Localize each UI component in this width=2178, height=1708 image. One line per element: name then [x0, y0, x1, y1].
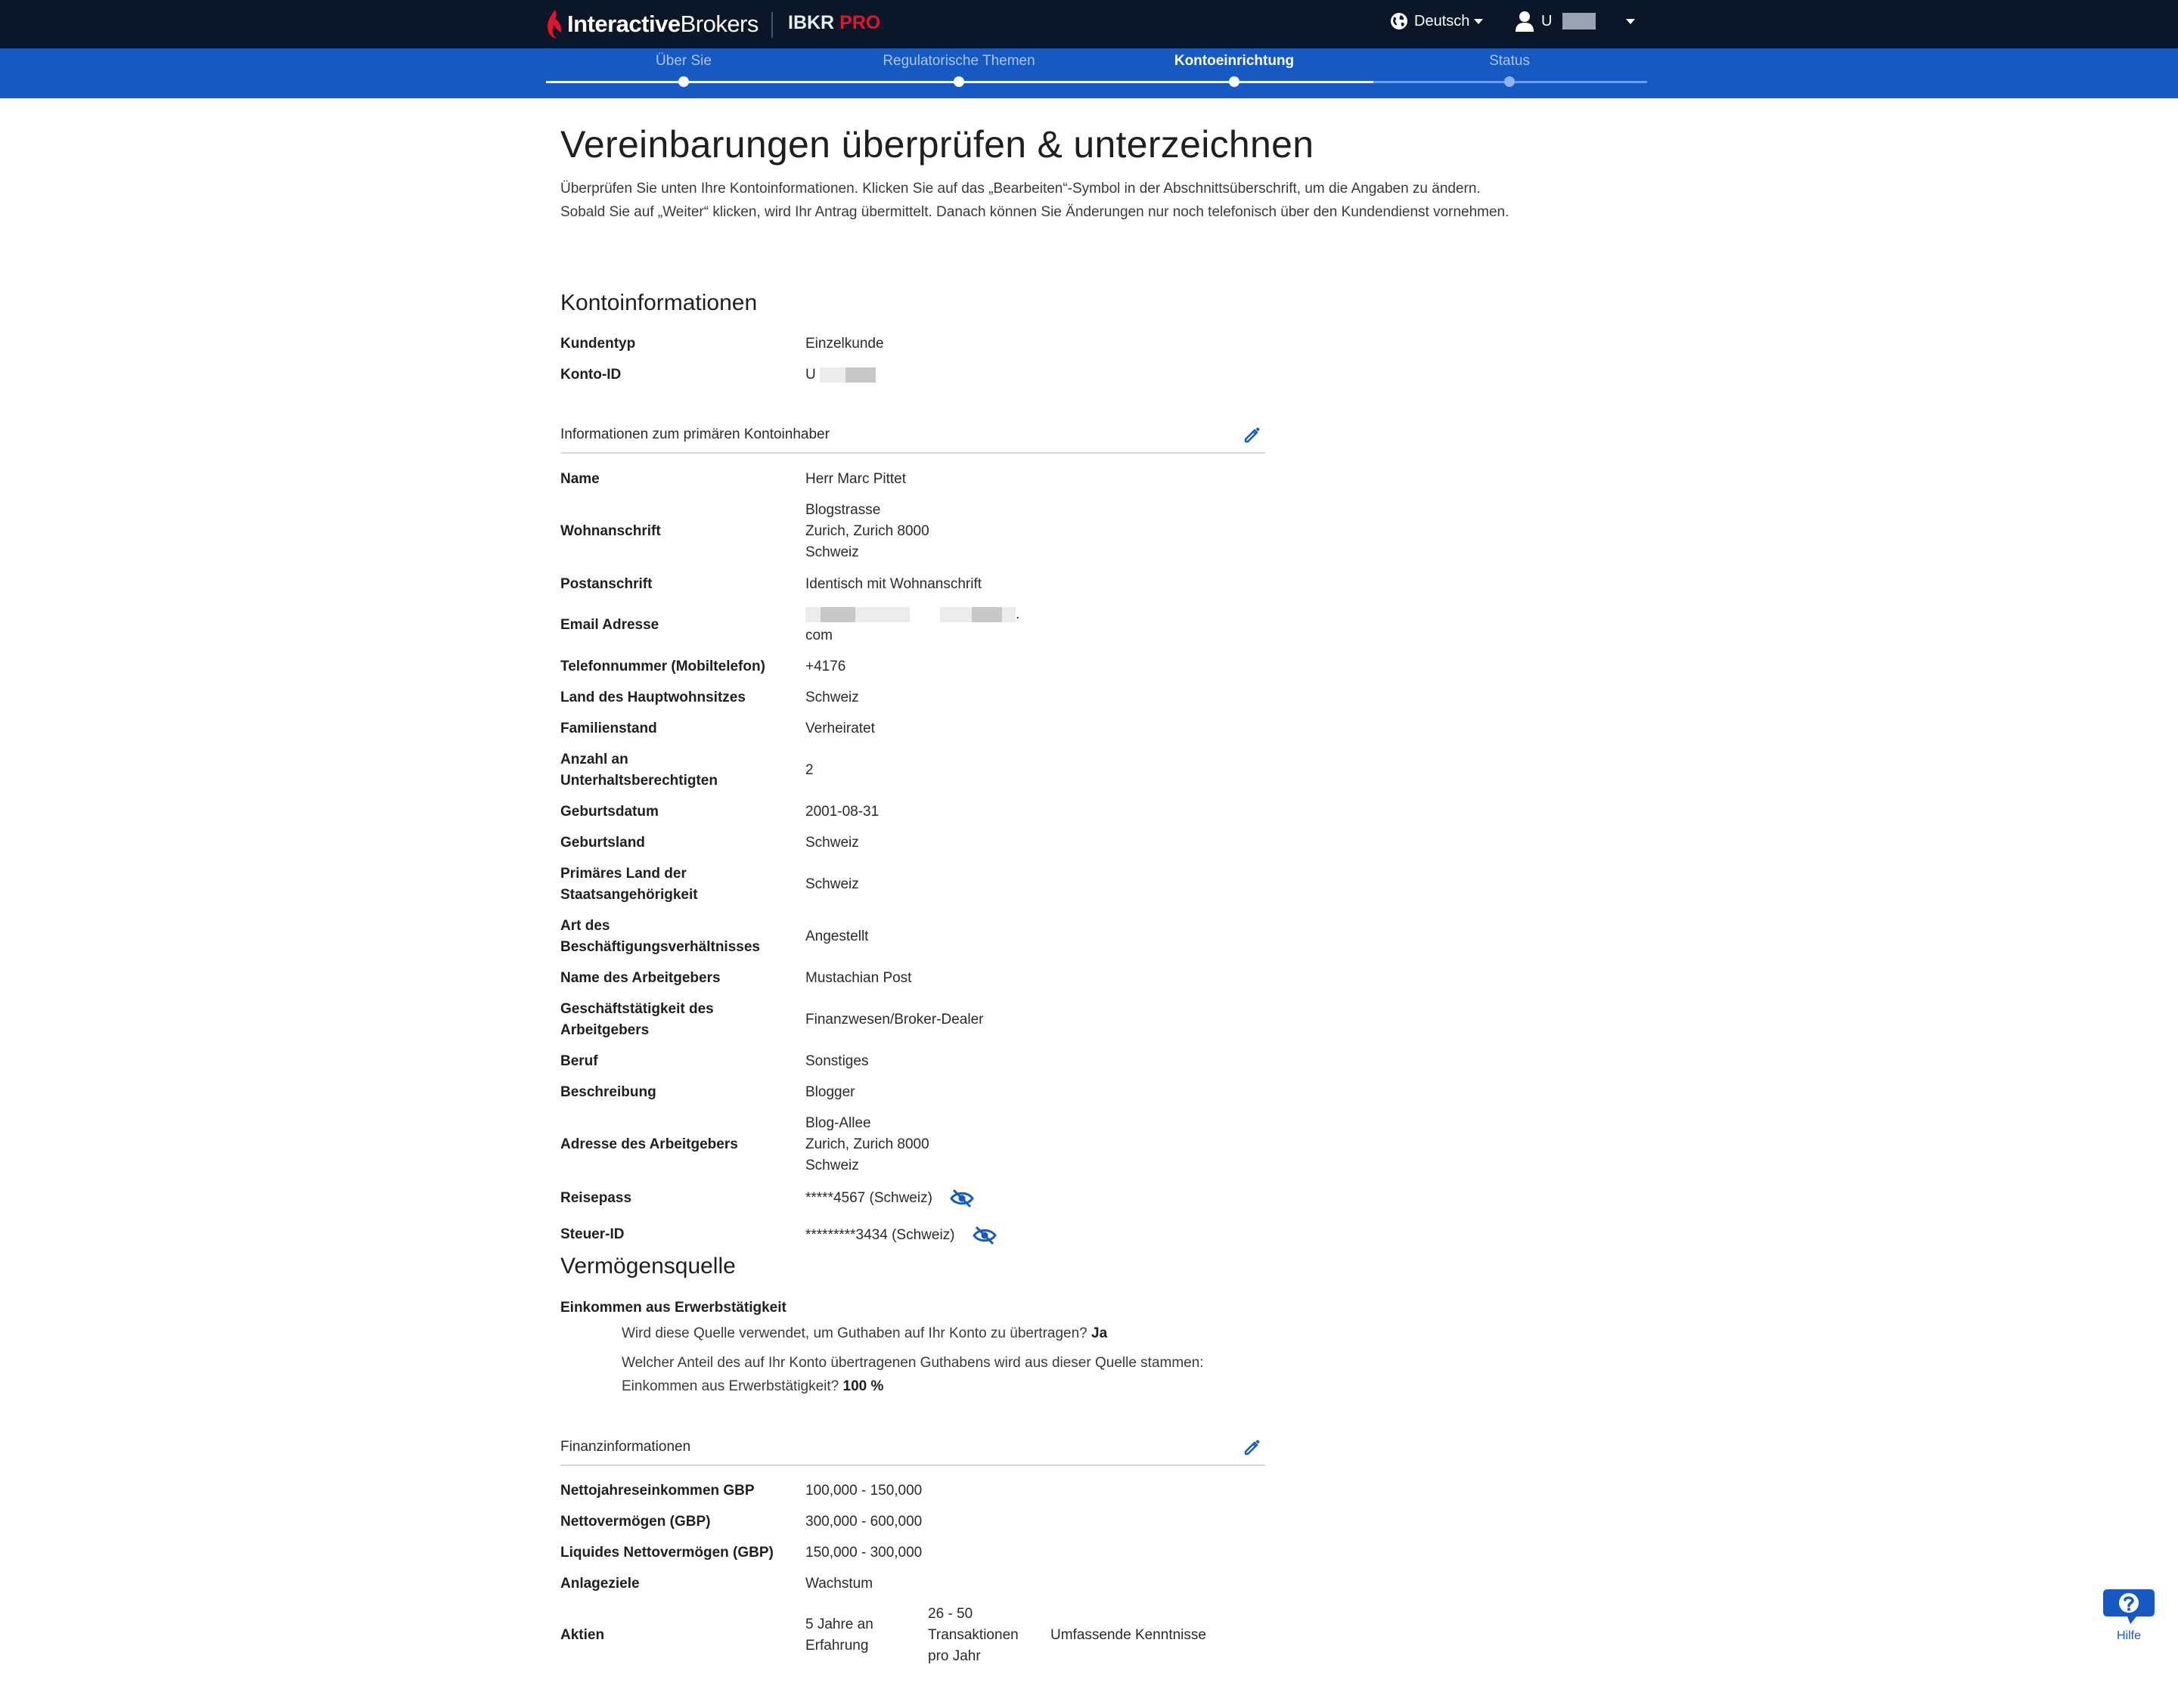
- user-menu-chevron-icon[interactable]: [1626, 19, 1635, 24]
- birth-country-value: Schweiz: [805, 835, 859, 851]
- edit-pencil-icon[interactable]: [1243, 1437, 1262, 1457]
- customer-type-label: Kundentyp: [560, 336, 636, 352]
- address-line: Blog-Allee: [805, 1115, 871, 1131]
- employment-type-value: Angestellt: [805, 928, 869, 944]
- globe-icon: [1390, 12, 1408, 30]
- address-line: Zurich, Zurich 8000: [805, 1136, 929, 1152]
- chevron-down-icon: [1474, 19, 1483, 24]
- employer-name-label: Name des Arbeitgebers: [560, 970, 721, 986]
- label-line: Unterhaltsberechtigten: [560, 773, 718, 789]
- financial-info-heading: Finanzinformationen: [560, 1439, 691, 1455]
- step-dot-4: [1504, 76, 1515, 87]
- step-dot-2: [954, 76, 964, 87]
- residence-country-value: Schweiz: [805, 690, 859, 705]
- description-value: Blogger: [805, 1084, 855, 1100]
- flame-logo-icon: [546, 10, 563, 39]
- tax-id-label: Steuer-ID: [560, 1226, 625, 1242]
- name-value: Herr Marc Pittet: [805, 471, 907, 487]
- product-badge: PRO: [839, 12, 881, 33]
- account-id-prefix: U: [805, 367, 816, 383]
- email-dot: .: [1016, 606, 1020, 622]
- primary-holder-heading: Informationen zum primären Kontoinhaber: [560, 426, 830, 442]
- wealth-source-type: Einkommen aus Erwerbstätigkeit: [560, 1300, 786, 1316]
- logo-text: [567, 11, 759, 38]
- edit-pencil-icon[interactable]: [1243, 425, 1262, 445]
- dependents-label: [560, 749, 787, 792]
- page-title: Vereinbarungen überprüfen & unterzeichnen: [560, 123, 1314, 166]
- step-status: Status: [1489, 53, 1530, 69]
- net-income-value: 100,000 - 150,000: [805, 1483, 923, 1499]
- answer-text: 100 %: [842, 1378, 884, 1394]
- step-dot-1: [678, 76, 689, 87]
- email-value: [805, 604, 1019, 646]
- account-info-heading: Kontoinformationen: [560, 290, 758, 315]
- text-line: 5 Jahre an: [805, 1617, 873, 1632]
- birthdate-value: 2001-08-31: [805, 804, 880, 820]
- step-account-setup[interactable]: Kontoeinrichtung: [1174, 53, 1295, 69]
- redacted-user-id: [1562, 13, 1596, 29]
- name-label: Name: [560, 471, 600, 487]
- marital-status-value: Verheiratet: [805, 721, 875, 736]
- residence-address-label: Wohnanschrift: [560, 523, 661, 539]
- redacted-block: [845, 367, 876, 383]
- question-text: Welcher Anteil des auf Ihr Konto übertragenen Guthabens wird aus dieser Quelle stammen:: [622, 1355, 1204, 1371]
- redacted-block: [805, 607, 821, 622]
- email-tail: com: [805, 628, 833, 643]
- redacted-block: [940, 607, 972, 622]
- label-line: Beschäftigungsverhältnisses: [560, 939, 760, 955]
- wealth-question-1: [622, 1322, 1107, 1345]
- interactive-brokers-logo[interactable]: [546, 8, 759, 41]
- primary-holder-section-header: [560, 422, 1265, 454]
- intro-text: [560, 177, 1619, 224]
- label-line: Geschäftstätigkeit des: [560, 1001, 714, 1017]
- wealth-source-heading: Vermögensquelle: [560, 1254, 736, 1279]
- redacted-block: [820, 367, 845, 383]
- redacted-block: [1002, 607, 1016, 622]
- employer-name-value: Mustachian Post: [805, 970, 912, 986]
- intro-line-1: Überprüfen Sie unten Ihre Kontoinformationen. Klicken Sie auf das „Bearbeiten“-Symbol in der Abschnittsüberschrift, um die Angaben zu ändern.: [560, 181, 1481, 197]
- product-name: [788, 12, 880, 34]
- citizenship-value: Schweiz: [805, 876, 859, 892]
- dependents-value: 2: [805, 762, 814, 778]
- text-line: 26 - 50: [928, 1606, 973, 1622]
- stocks-trades: [928, 1604, 1019, 1667]
- text-line: pro Jahr: [928, 1648, 981, 1664]
- liquid-net-worth-value: 150,000 - 300,000: [805, 1545, 923, 1561]
- passport-masked: *****4567 (Schweiz): [805, 1190, 932, 1206]
- question-text: Wird diese Quelle verwendet, um Guthaben auf Ihr Konto zu übertragen?: [622, 1325, 1087, 1341]
- stocks-knowledge: Umfassende Kenntnisse: [1050, 1627, 1206, 1643]
- top-navbar: [0, 0, 2178, 48]
- occupation-value: Sonstiges: [805, 1053, 869, 1069]
- employer-address-value: [805, 1113, 929, 1176]
- user-id-prefix: U: [1541, 12, 1553, 29]
- reveal-eye-icon[interactable]: [973, 1226, 997, 1245]
- logo-text-bold: Interactive: [567, 11, 681, 37]
- product-label: IBKR: [788, 12, 835, 33]
- question-text: Einkommen aus Erwerbstätigkeit?: [622, 1378, 839, 1394]
- net-income-label: Nettojahreseinkommen GBP: [560, 1483, 755, 1499]
- phone-label: Telefonnummer (Mobiltelefon): [560, 659, 765, 674]
- residence-address-value: [805, 500, 929, 563]
- help-button[interactable]: [2101, 1586, 2157, 1643]
- net-worth-label: Nettovermögen (GBP): [560, 1514, 711, 1530]
- reveal-eye-icon[interactable]: [950, 1189, 974, 1208]
- label-line: Staatsangehörigkeit: [560, 887, 698, 903]
- phone-value: +4176: [805, 659, 846, 674]
- user-icon: [1516, 11, 1534, 32]
- postal-address-value: Identisch mit Wohnanschrift: [805, 576, 982, 592]
- account-id-value: [805, 364, 876, 386]
- email-label: Email Adresse: [560, 617, 659, 633]
- label-line: Art des: [560, 918, 610, 934]
- address-line: Zurich, Zurich 8000: [805, 523, 929, 539]
- account-id-label: Konto-ID: [560, 367, 622, 383]
- employer-business-label: [560, 999, 787, 1041]
- employer-business-value: Finanzwesen/Broker-Dealer: [805, 1012, 984, 1028]
- answer-text: Ja: [1091, 1325, 1108, 1341]
- stocks-label: Aktien: [560, 1627, 605, 1643]
- residence-country-label: Land des Hauptwohnsitzes: [560, 690, 746, 705]
- label-line: Primäres Land der: [560, 866, 687, 882]
- address-line: Schweiz: [805, 544, 859, 560]
- wealth-question-2: [622, 1351, 1204, 1398]
- birth-country-label: Geburtsland: [560, 835, 645, 851]
- marital-status-label: Familienstand: [560, 721, 657, 736]
- redacted-block: [855, 607, 910, 622]
- header-divider: [771, 12, 773, 38]
- address-line: Blogstrasse: [805, 502, 881, 518]
- liquid-net-worth-label: Liquides Nettovermögen (GBP): [560, 1545, 774, 1561]
- label-line: Arbeitgebers: [560, 1022, 650, 1038]
- occupation-label: Beruf: [560, 1053, 598, 1069]
- redacted-block: [972, 607, 1002, 622]
- help-question-icon: [2102, 1586, 2156, 1627]
- financial-info-section-header: [560, 1434, 1265, 1466]
- redacted-block: [821, 607, 855, 622]
- stocks-experience: [805, 1614, 873, 1657]
- user-menu[interactable]: [1516, 11, 1596, 32]
- help-label: Hilfe: [2116, 1629, 2141, 1642]
- address-line: Schweiz: [805, 1158, 859, 1173]
- postal-address-label: Postanschrift: [560, 576, 653, 592]
- step-about-you[interactable]: Über Sie: [656, 53, 712, 69]
- passport-label: Reisepass: [560, 1190, 632, 1206]
- investment-goals-label: Anlageziele: [560, 1576, 640, 1592]
- logo-text-light: Brokers: [680, 11, 759, 37]
- language-label: Deutsch: [1414, 12, 1470, 29]
- description-label: Beschreibung: [560, 1084, 656, 1100]
- language-selector[interactable]: [1390, 12, 1483, 30]
- net-worth-value: 300,000 - 600,000: [805, 1514, 923, 1530]
- birthdate-label: Geburtsdatum: [560, 804, 659, 820]
- passport-value: [805, 1188, 974, 1209]
- customer-type-value: Einzelkunde: [805, 336, 884, 352]
- text-line: Erfahrung: [805, 1638, 869, 1654]
- investment-goals-value: Wachstum: [805, 1576, 873, 1592]
- tax-id-value: [805, 1225, 997, 1246]
- step-regulatory[interactable]: Regulatorische Themen: [883, 53, 1035, 69]
- citizenship-label: [560, 863, 787, 906]
- employer-address-label: Adresse des Arbeitgebers: [560, 1136, 738, 1152]
- step-dot-3: [1229, 76, 1239, 87]
- employment-type-label: [560, 916, 787, 958]
- intro-line-2: Sobald Sie auf „Weiter“ klicken, wird Ihr Antrag übermittelt. Danach können Sie Änderungen nur noch telefonisch über den Kundendienst vornehmen.: [560, 204, 1509, 220]
- text-line: Transaktionen: [928, 1627, 1019, 1643]
- tax-id-masked: *********3434 (Schweiz): [805, 1227, 955, 1243]
- label-line: Anzahl an: [560, 752, 628, 767]
